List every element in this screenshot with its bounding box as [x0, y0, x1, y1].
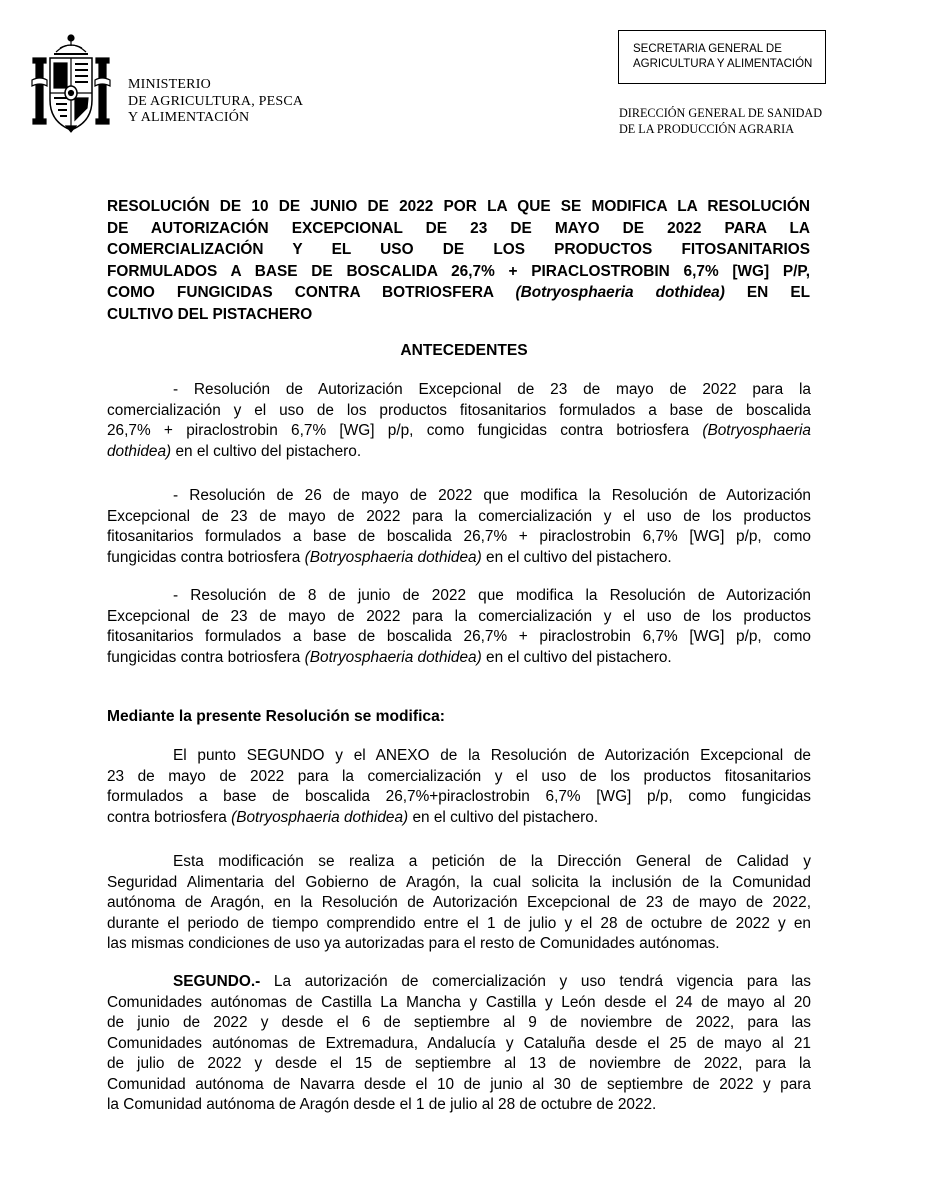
title-line: CULTIVO DEL PISTACHERO: [107, 305, 313, 323]
resolution-title: [107, 196, 810, 325]
secretaria-line: SECRETARIA GENERAL DE: [633, 43, 782, 55]
ministry-name: [128, 77, 303, 127]
secretaria-line: AGRICULTURA Y ALIMENTACIÓN: [633, 58, 813, 70]
antecedente-paragraph: - Resolución de Autorización Excepcional de 23 de mayo de 2022 para la comercialización y el uso de los productos fitosanitarios formulados a base de boscalida 26,7% + piraclostrobin 6,7% [WG] p/p, como fungicidas contra botriosfera (Botryosphaeria dothidea) en el cultivo del pistachero.: [107, 381, 811, 460]
coat-of-arms-logo: [30, 30, 112, 138]
modificacion-paragraph: Esta modificación se realiza a petición de la Dirección General de Calidad y Seguridad Alimentaria del Gobierno de Aragón, la cual solicita la inclusión de la Comunidad autónoma de Aragón, en la Resolución de Autorización Excepcional de 23 de mayo de 2022, durante el periodo de tiempo comprendido entre el 1 de julio y el 28 de octubre de 2022 y en las mismas condiciones de uso ya autorizadas para el resto de Comunidades autónomas.: [107, 853, 811, 952]
antecedente-paragraph: - Resolución de 8 de junio de 2022 que modifica la Resolución de Autorización Excepcional de 23 de mayo de 2022 para la comercialización y el uso de los productos fitosanitarios formulados a base de boscalida 26,7% + piraclostrobin 6,7% [WG] p/p, como fungicidas contra botriosfera (Botryosphaeria dothidea) en el cultivo del pistachero.: [107, 587, 811, 666]
secretaria-box: [618, 30, 826, 84]
modifica-paragraph: El punto SEGUNDO y el ANEXO de la Resolución de Autorización Excepcional de 23 de mayo de 2022 para la comercialización y el uso de los productos fitosanitarios formulados a base de boscalida 26,7%+piraclostrobin 6,7% [WG] p/p, como fungicidas contra botriosfera (Botryosphaeria dothidea) en el cultivo del pistachero.: [107, 747, 811, 826]
title-line: COMERCIALIZACIÓN Y EL USO DE LOS PRODUCTOS FITOSANITARIOS: [107, 241, 810, 258]
title-line: DE AUTORIZACIÓN EXCEPCIONAL DE 23 DE MAYO DE 2022 PARA LA: [107, 219, 810, 237]
segundo-paragraph: SEGUNDO.- La autorización de comercialización y uso tendrá vigencia para las Comunidades autónomas de Castilla La Mancha y Castilla y León desde el 24 de mayo al 20 de junio de 2022 y desde el 6 de septiembre al 9 de noviembre de 2022, para las Comunidades autónomas de Extremadura, Andalucía y Cataluña desde el 25 de mayo al 21 de julio de 2022 y desde el 15 de septiembre al 13 de noviembre de 2022, para la Comunidad autónoma de Navarra desde el 10 de junio al 30 de septiembre de 2022 y para la Comunidad autónoma de Aragón desde el 1 de julio al 28 de octubre de 2022.: [107, 973, 811, 1113]
ministry-line: Y ALIMENTACIÓN: [128, 110, 250, 125]
antecedente-paragraph: - Resolución de 26 de mayo de 2022 que modifica la Resolución de Autorización Excepcional de 23 de mayo de 2022 para la comercialización y el uso de los productos fitosanitarios formulados a base de boscalida 26,7% + piraclostrobin 6,7% [WG] p/p, como fungicidas contra botriosfera (Botryosphaeria dothidea) en el cultivo del pistachero.: [107, 487, 811, 566]
antecedentes-heading: ANTECEDENTES: [400, 342, 528, 359]
segundo-label: SEGUNDO.-: [173, 973, 261, 990]
direccion-general: [619, 106, 822, 137]
title-line: COMO FUNGICIDAS CONTRA BOTRIOSFERA (Botryosphaeria dothidea) EN EL: [107, 284, 810, 301]
title-line: FORMULADOS A BASE DE BOSCALIDA 26,7% + PIRACLOSTROBIN 6,7% [WG] P/P,: [107, 262, 810, 280]
ministry-line: MINISTERIO: [128, 77, 211, 92]
modifica-heading: Mediante la presente Resolución se modifica:: [107, 708, 445, 725]
ministry-line: DE AGRICULTURA, PESCA: [128, 93, 304, 109]
direccion-line: DE LA PRODUCCIÓN AGRARIA: [619, 121, 795, 136]
title-line: RESOLUCIÓN DE 10 DE JUNIO DE 2022 POR LA QUE SE MODIFICA LA RESOLUCIÓN: [107, 198, 810, 215]
direccion-line: DIRECCIÓN GENERAL DE SANIDAD: [619, 106, 822, 120]
